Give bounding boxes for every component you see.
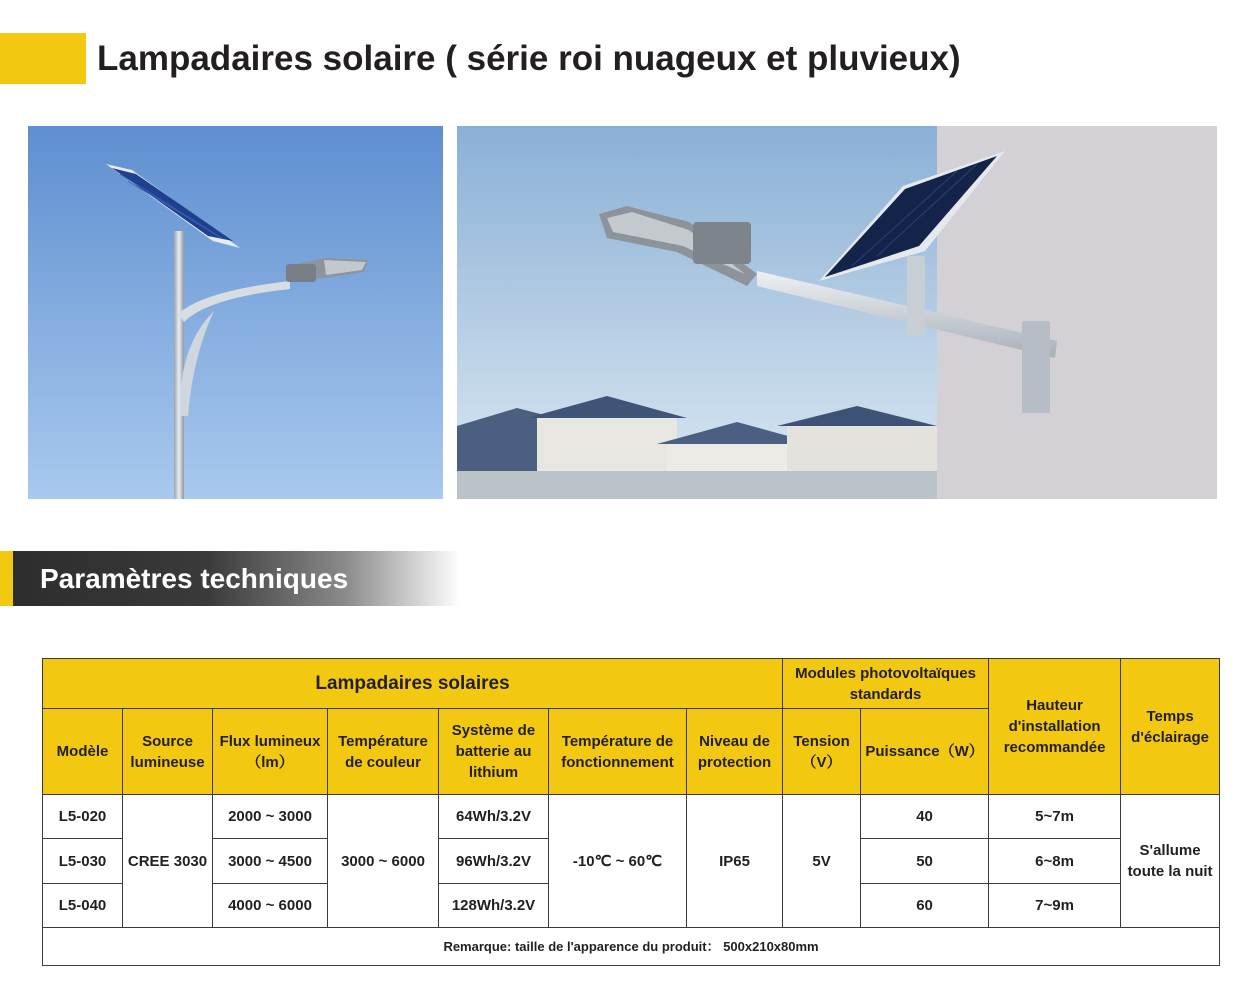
cell-lighting-time: S'allume toute la nuit [1121, 795, 1220, 928]
section-accent-bar [0, 551, 13, 606]
cell-battery: 128Wh/3.2V [439, 884, 549, 928]
cell-protection-level: IP65 [687, 795, 783, 928]
header-lighting-time: Temps d'éclairage [1121, 659, 1220, 795]
cell-operating-temperature: -10℃ ~ 60℃ [549, 795, 687, 928]
header-luminous-flux: Flux lumineux（lm） [213, 709, 328, 795]
cell-model: L5-030 [43, 839, 123, 884]
header-light-source: Source lumineuse [123, 709, 213, 795]
cell-light-source: CREE 3030 [123, 795, 213, 928]
group-header-lamps: Lampadaires solaires [43, 659, 783, 709]
cell-luminous-flux: 3000 ~ 4500 [213, 839, 328, 884]
remark-note: Remarque: taille de l'apparence du produit： 500x210x80mm [43, 928, 1220, 966]
wall-light-photo [457, 126, 1217, 499]
cell-installation-height: 5~7m [989, 795, 1121, 839]
cell-installation-height: 6~8m [989, 839, 1121, 884]
section-header [0, 551, 460, 606]
header-operating-temperature: Température de fonctionnement [549, 709, 687, 795]
cell-luminous-flux: 2000 ~ 3000 [213, 795, 328, 839]
cell-power: 60 [861, 884, 989, 928]
cell-luminous-flux: 4000 ~ 6000 [213, 884, 328, 928]
section-title: Paramètres techniques [40, 563, 349, 594]
cell-power: 50 [861, 839, 989, 884]
cell-model: L5-020 [43, 795, 123, 839]
page-title: Lampadaires solaire ( série roi nuageux et pluvieux) [97, 39, 961, 78]
cell-model: L5-040 [43, 884, 123, 928]
group-header-pv-modules: Modules photovoltaïques standards [783, 659, 989, 709]
header-model: Modèle [43, 709, 123, 795]
header-power: Puissance（W） [861, 709, 989, 795]
remark-row [43, 928, 1220, 966]
header-protection-level: Niveau de protection [687, 709, 783, 795]
cell-voltage: 5V [783, 795, 861, 928]
table-row [43, 795, 1220, 839]
header-voltage: Tension（V） [783, 709, 861, 795]
header-color-temperature: Température de couleur [328, 709, 439, 795]
spec-table [42, 658, 1220, 966]
title-accent-bar [0, 33, 86, 84]
cell-installation-height: 7~9m [989, 884, 1121, 928]
pole-light-photo [28, 126, 443, 499]
cell-battery: 64Wh/3.2V [439, 795, 549, 839]
cell-battery: 96Wh/3.2V [439, 839, 549, 884]
header-installation-height: Hauteur d'installation recommandée [989, 659, 1121, 795]
header-battery-system: Système de batterie au lithium [439, 709, 549, 795]
cell-power: 40 [861, 795, 989, 839]
cell-color-temperature: 3000 ~ 6000 [328, 795, 439, 928]
